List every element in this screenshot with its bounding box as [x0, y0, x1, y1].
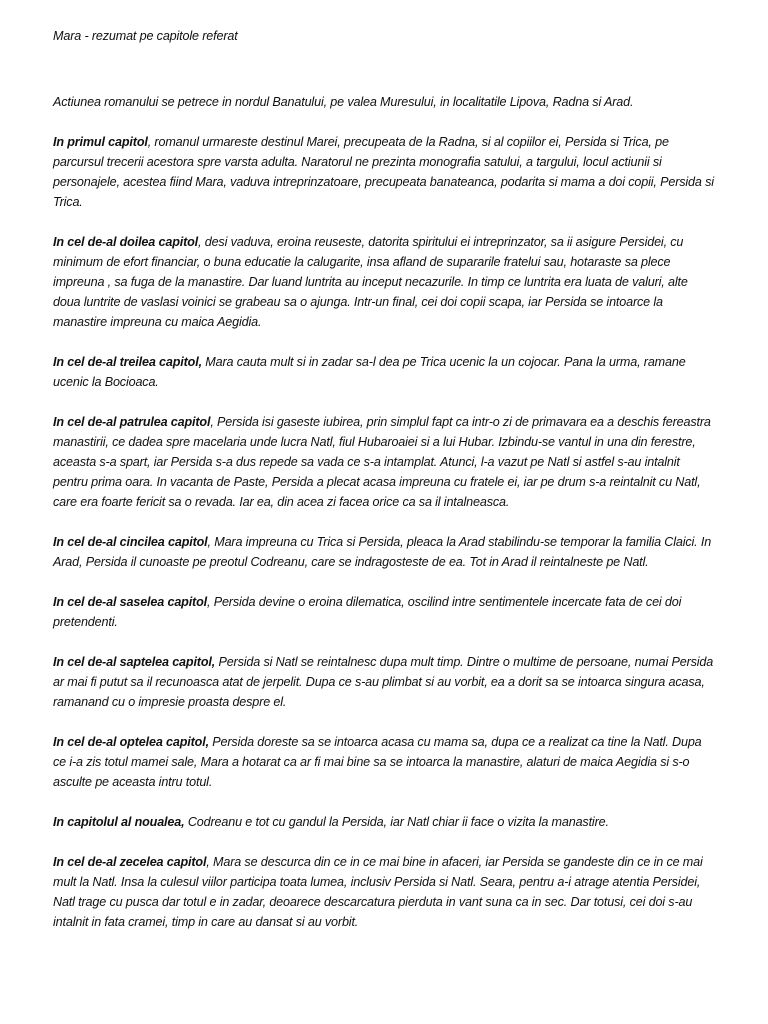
chapter-5-text: , Mara impreuna cu Trica si Persida, pleaca la Arad stabilindu-se temporar la familia Claici. In Arad, Persida il cunoaste pe preotul Codreanu, care se indragosteste de ea. Tot in Arad il reintalneste pe Natl. — [53, 535, 712, 569]
chapter-9-text: Codreanu e tot cu gandul la Persida, iar Natl chiar ii face o vizita la manastire. — [184, 815, 609, 829]
chapter-3-text: Mara cauta mult si in zadar sa-l dea pe Trica ucenic la un cojocar. Pana la urma, ramane ucenic la Bocioaca. — [53, 355, 686, 389]
chapter-9-heading: In capitolul al noualea, — [53, 815, 185, 829]
chapter-3-paragraph — [53, 352, 717, 392]
document-page — [53, 26, 717, 952]
intro-paragraph: Actiunea romanului se petrece in nordul Banatului, pe valea Muresului, in localitatile Lipova, Radna si Arad. — [53, 95, 634, 109]
chapter-8-heading: In cel de-al optelea capitol, — [53, 735, 209, 749]
chapter-1-text: , romanul urmareste destinul Marei, precupeata de la Radna, si al copiilor ei, Persida si Trica, pe parcursul trecerii acestora spre varsta adulta. Naratorul ne prezinta monografia satului, a targului, locul actiunii si personajele, acestea fiind Mara, vaduva intreprinzatoare, precupeata banateanca, podarita si mama a doi copii, Persida si Trica. — [53, 135, 714, 209]
chapter-4-heading: In cel de-al patrulea capitol — [53, 415, 211, 429]
chapter-9-paragraph — [53, 812, 717, 832]
chapter-10-paragraph — [53, 852, 717, 932]
chapter-4-paragraph — [53, 412, 717, 512]
chapter-7-paragraph — [53, 652, 717, 712]
chapter-2-text: , desi vaduva, eroina reuseste, datorita spiritului ei intreprinzator, sa ii asigure Persidei, cu minimum de efort financiar, o buna educatie la calugarite, insa afland de supararile fratelui sau, hotaraste sa plece impreuna , sa fuga de la manastire. Dar luand luntrita au inceput necazurile. In timp ce luntrita era luata de valuri, alte doua luntrite de vaslasi voinici se grabeau sa o ajunga. Intr-un final, cei doi copii scapa, iar Persida se intoarce la manastire impreuna cu maica Aegidia. — [53, 235, 688, 329]
chapter-3-heading: In cel de-al treilea capitol, — [53, 355, 202, 369]
chapter-6-paragraph — [53, 592, 717, 632]
chapter-6-text: , Persida devine o eroina dilematica, oscilind intre sentimentele incercate fata de cei doi pretendenti. — [53, 595, 682, 629]
chapter-1-heading: In primul capitol — [53, 135, 148, 149]
chapter-10-heading: In cel de-al zecelea capitol — [53, 855, 207, 869]
chapter-5-heading: In cel de-al cincilea capitol — [53, 535, 208, 549]
chapter-7-text: Persida si Natl se reintalnesc dupa mult timp. Dintre o multime de persoane, numai Persida ar mai fi putut sa il recunoasca atat de jerpelit. Dupa ce s-au plimbat si au vorbit, ea a dorit sa se intoarca singura acasa, ramanand cu o impresie proasta despre el. — [53, 655, 714, 709]
document-title: Mara - rezumat pe capitole referat — [53, 29, 238, 43]
chapter-6-heading: In cel de-al saselea capitol — [53, 595, 207, 609]
chapter-2-heading: In cel de-al doilea capitol — [53, 235, 199, 249]
chapter-8-text: Persida doreste sa se intoarca acasa cu mama sa, dupa ce a realizat ca tine la Natl. Dupa ce i-a zis totul mamei sale, Mara a hotarat ca ar fi mai bine sa se intoarca la manastire, alaturi de maica Aegidia si s-o asculte pe aceasta intru totul. — [53, 735, 702, 789]
chapter-1-paragraph — [53, 132, 717, 212]
chapter-7-heading: In cel de-al saptelea capitol, — [53, 655, 216, 669]
chapter-2-paragraph — [53, 232, 717, 332]
chapter-5-paragraph — [53, 532, 717, 572]
chapter-4-text: , Persida isi gaseste iubirea, prin simplul fapt ca intr-o zi de primavara ea a deschis fereastra manastirii, ce dadea spre macelaria unde lucra Natl, fiul Hubaroaiei si a lui Hubar. Izbindu-se vantul in una din ferestre, aceasta s-a spart, iar Persida s-a dus repede sa vada ce s-a intamplat. Atunci, l-a vazut pe Natl si astfel s-au intalnit pentru prima oara. In vacanta de Paste, Persida a plecat acasa impreuna cu fratele ei, iar pe drum s-a reintalnit cu Natl, care era foarte fericit sa o revada. Iar ea, din acea zi facea orice ca sa il intalneasca. — [53, 415, 711, 509]
chapter-10-text: , Mara se descurca din ce in ce mai bine in afaceri, iar Persida se gandeste din ce in ce mai mult la Natl. Insa la culesul viilor participa toata lumea, inclusiv Persida si Natl. Seara, pentru a-i atrage atentia Persidei, Natl trage cu pusca dar totul e in zadar, deoarece descarcatura pierduta in vant suna ca in sec. Dar totusi, cei doi s-au intalnit in fata cramei, timp in care au dansat si au vorbit. — [53, 855, 703, 929]
chapter-8-paragraph — [53, 732, 717, 792]
